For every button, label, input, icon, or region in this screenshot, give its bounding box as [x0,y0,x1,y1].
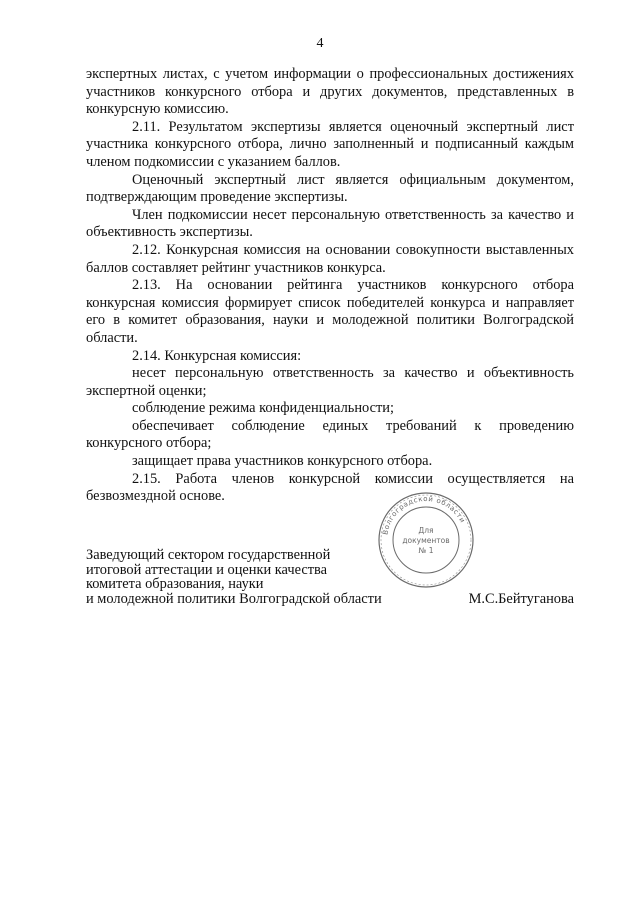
stamp-inner-line-3: № 1 [418,546,434,555]
signatory-position-line: итоговой аттестации и оценки качества [86,561,328,578]
signature-block [86,548,574,606]
stamp-outer-text: Волгоградской области [381,494,467,536]
paragraph-list-item-1: несет персональную ответственность за качество и объективность экспертной оценки; [86,365,574,399]
stamp-inner-line-1: Для [418,526,434,535]
paragraph-continuation: экспертных листах, с учетом информации о профессиональных достижениях участников конкурсного отбора и других документов, представленных в конкурсную комиссию. [86,66,574,118]
document-body [86,66,574,506]
paragraph-2-13: 2.13. На основании рейтинга участников конкурсного отбора конкурсная комиссия формирует список победителей конкурса и направляет его в комитет образования, науки и молодежной политики Волгоградской области. [86,277,574,346]
paragraph-expert-sheet: Оценочный экспертный лист является официальным документом, подтверждающим проведение экспертизы. [86,171,574,206]
paragraph-2-15: 2.15. Работа членов конкурсной комиссии осуществляется на безвозмездной основе. [86,470,574,505]
signatory-position-line: и молодежной политики Волгоградской области [86,590,382,607]
paragraph-list-item-3: обеспечивает соблюдение единых требований к проведению конкурсного отбора; [86,417,574,452]
paragraph-2-14: 2.14. Конкурсная комиссия: [132,347,302,364]
signatory-name: М.С.Бейтуганова [468,590,574,607]
paragraph-2-12: 2.12. Конкурсная комиссия на основании совокупности выставленных баллов составляет рейтинг участников конкурса. [86,241,574,276]
page-number: 4 [316,36,324,51]
paragraph-list-item-4: защищает права участников конкурсного отбора. [132,453,433,470]
signatory-position-line: комитета образования, науки [86,576,264,593]
signatory-position-line: Заведующий сектором государственной [86,547,331,563]
paragraph-2-11: 2.11. Результатом экспертизы является оценочный экспертный лист участника конкурсного отбора, лично заполненный и подписанный каждым членом подкомиссии с указанием баллов. [86,118,574,170]
paragraph-list-item-2: соблюдение режима конфиденциальности; [132,400,394,417]
stamp-inner-line-2: документов [402,536,450,545]
paragraph-member-responsibility: Член подкомиссии несет персональную ответственность за качество и объективность экспертизы. [86,206,574,241]
